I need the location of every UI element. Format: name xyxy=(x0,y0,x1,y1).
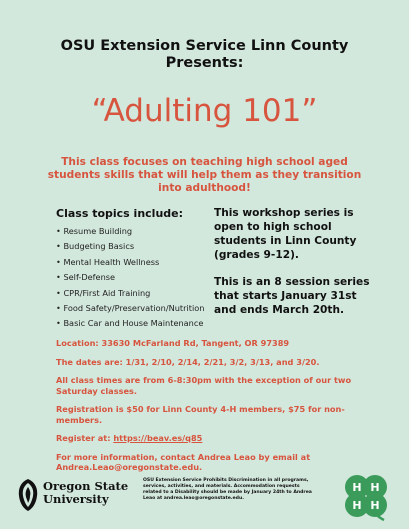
contact-text: For more information, contact Andrea Leao by email at Andrea.Leao@oregonstate.edu. xyxy=(56,451,311,472)
register-line xyxy=(56,433,376,444)
audience-text: This workshop series is open to high school students in Linn County (grades 9-12). xyxy=(214,207,357,261)
flyer-header xyxy=(0,38,409,72)
dates-text: The dates are: 1/31, 2/10, 2/14, 2/21, 3/2, 3/13, and 3/20. xyxy=(56,356,320,367)
flyer-title: “Adulting 101” xyxy=(91,93,318,129)
topic-item: • Resume Building xyxy=(56,224,204,239)
clover-letter: H xyxy=(352,481,362,494)
series-text: This is an 8 session series that starts January 31st and ends March 20th. xyxy=(214,276,370,316)
osu-wordmark-line-2: University xyxy=(43,492,109,506)
register-label: Register at: xyxy=(56,433,114,443)
topics-heading: Class topics include: xyxy=(56,207,184,220)
registration-text: Registration is $50 for Linn County 4-H members, $75 for non-members. xyxy=(56,404,345,425)
topic-item: • Mental Health Wellness xyxy=(56,255,204,270)
times-text: All class times are from 6-8:30pm with the exception of our two Saturday classes. xyxy=(56,375,352,396)
header-line-2: Presents: xyxy=(165,55,244,71)
register-link[interactable]: https://beav.es/q85 xyxy=(113,433,203,443)
event-details xyxy=(56,338,376,481)
intro-text: This class focuses on teaching high school aged students skills that will help them as they transition into adulthood! xyxy=(47,156,362,194)
topic-item: • Self-Defense xyxy=(56,270,204,285)
osu-emblem-icon xyxy=(16,478,40,512)
topic-item: • Budgeting Basics xyxy=(56,239,204,254)
location-text: Location: 33630 McFarland Rd, Tangent, OR 97389 xyxy=(56,338,290,348)
clover-letter: H xyxy=(370,481,380,494)
clover-letter: H xyxy=(370,499,380,512)
workshop-info xyxy=(214,206,374,330)
topic-item: • Food Safety/Preservation/Nutrition xyxy=(56,301,204,316)
topic-item: • CPR/First Aid Training xyxy=(56,286,204,301)
osu-logo xyxy=(16,476,129,516)
4h-clover-icon xyxy=(340,470,392,522)
osu-wordmark-line-1: Oregon State xyxy=(43,479,129,493)
topics-list xyxy=(56,224,204,332)
topic-item: • Basic Car and House Maintenance xyxy=(56,316,204,331)
clover-letter: H xyxy=(352,499,362,512)
osu-wordmark xyxy=(43,480,128,506)
header-line-1: OSU Extension Service Linn County xyxy=(60,38,349,54)
disclaimer-text: OSU Extension Service Prohibits Discrimination in all programs, services, activities, and materials. Accommodation requests related to a Disability should be made by January 24th to Andrea Leao at andrea.leao@oregonstate.edu. xyxy=(143,478,312,501)
